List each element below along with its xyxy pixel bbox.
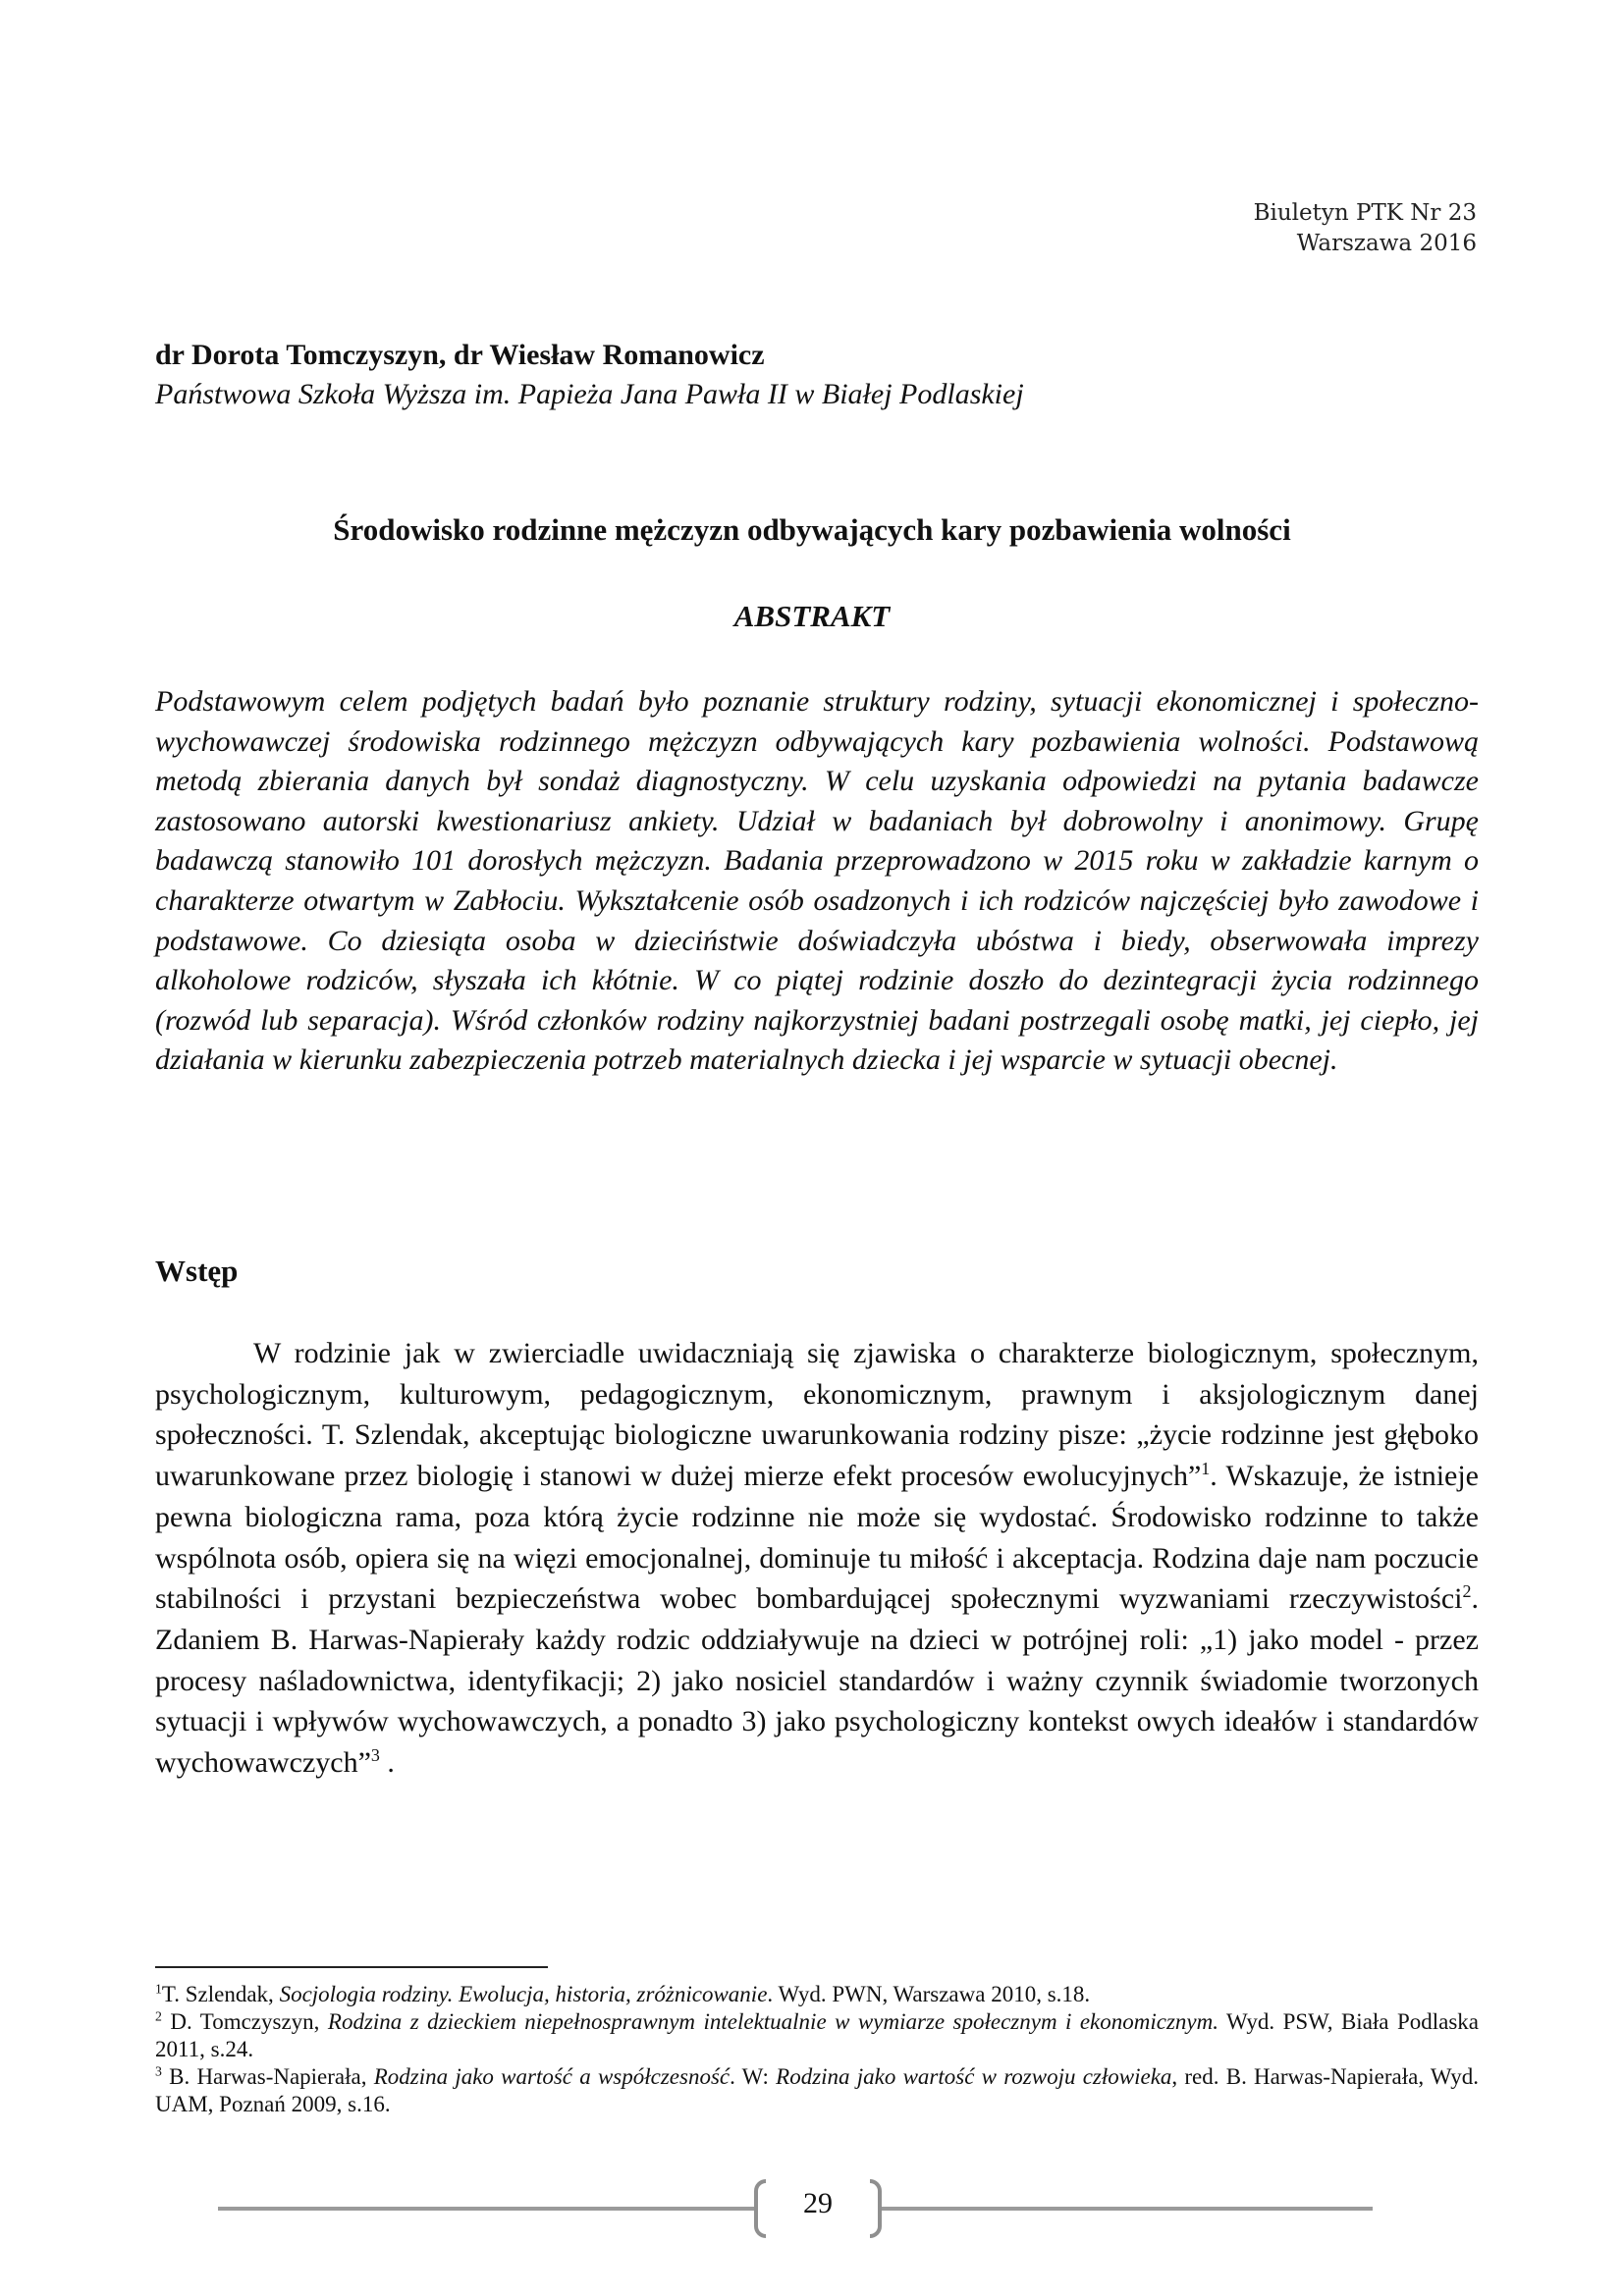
body-paragraph [155,1333,1479,1784]
footnote-text: Wyd. PSW, Biała Podlaska 2011, s.24. [155,2009,1479,2061]
abstract-text: Podstawowym celem podjętych badań było poznanie struktury rodziny, sytuacji ekonomicznej i społeczno-wychowawczej środowiska rodzinnego mężczyzn odbywających kary pozbawienia wolności. Podstawową metodą zbierania danych był sondaż diagnostyczny. W celu uzyskania odpowiedzi na pytania badawcze zastosowano autorski kwestionariusz ankiety. Udział w badaniach był dobrowolny i anonimowy. Grupę badawczą stanowiło 101 dorosłych mężczyzn. Badania przeprowadzono w 2015 roku w zakładzie karnym o charakterze otwartym w Zabłociu. Wykształcenie osób osadzonych i ich rodziców najczęściej było zawodowe i podstawowe. Co dziesiąta osoba w dzieciństwie doświadczyła ubóstwa i biedy, obserwowała imprezy alkoholowe rodziców, słyszała ich kłótnie. W co piątej rodzinie doszło do dezintegracji życia rodzinnego (rozwód lub separacja). Wśród członków rodziny najkorzystniej badani postrzegali osobę matki, jej ciepło, jej działania w kierunku zabezpieczenia potrzeb materialnych dziecka i jej wsparcie w sytuacji obecnej. [155,685,1479,1077]
authors: dr Dorota Tomczyszyn, dr Wiesław Romanowicz [155,339,765,371]
section-heading-introduction: Wstęp [155,1254,239,1288]
footnote-ref-1[interactable]: 1 [1201,1459,1211,1479]
footnote-text: T. Szlendak, [161,1982,280,2006]
footnote-3 [155,2063,1479,2118]
paragraph-text: . Wskazuje, że istnieje pewna biologiczna rama, poza którą życie rodzinne nie może się wydostać. Środowisko rodzinne to także wspólnota osób, opiera się na więzi emocjonalnej, dominuje tu miłość i akceptacja. Rodzina daje nam poczucie stabilności i przystani bezpieczeństwa wobec bombardującej społecznymi wyzwaniami rzeczywistości [155,1460,1479,1616]
article-title: Środowisko rodzinne mężczyzn odbywających kary pozbawienia wolności [333,512,1291,547]
footnote-title: Socjologia rodziny. Ewolucja, historia, zróżnicowanie [279,1982,768,2006]
footnote-number: 3 [155,2063,162,2079]
footnote-2 [155,2008,1479,2063]
footnote-number: 2 [155,2008,162,2024]
footnote-separator [155,1966,548,1968]
footer-rule-left [218,2207,756,2211]
footnote-title: Rodzina z dzieckiem niepełnosprawnym intelektualnie w wymiarze społecznym i ekonomicznym. [327,2009,1218,2034]
footnote-title: Rodzina jako wartość w rozwoju człowieka [776,2064,1172,2089]
footnote-text: . Wyd. PWN, Warszawa 2010, s.18. [767,1982,1091,2006]
footnote-1 [155,1981,1479,2008]
footnote-ref-2[interactable]: 2 [1462,1581,1472,1602]
abstract-heading: ABSTRAKT [733,599,891,633]
journal-name: Biuletyn PTK Nr 23 [1253,200,1477,226]
left-bracket-icon [754,2179,766,2238]
footnote-text: , red. B. Harwas-Napierała, Wyd. UAM, Poznań 2009, s.16. [155,2064,1479,2116]
footnote-text: . W: [730,2064,777,2089]
paragraph-text: W rodzinie jak w zwierciadle uwidaczniają się zjawiska o charakterze biologicznym, społecznym, psychologicznym, kulturowym, pedagogicznym, ekonomicznym, prawnym i aksjologicznym danej społeczności. T. Szlendak, akceptując biologiczne uwarunkowania rodziny pisze: „życie rodzinne jest głęboko uwarunkowane przez biologię i stanowi w dużej mierze efekt procesów ewolucyjnych” [155,1337,1479,1493]
place-year: Warszawa 2016 [1296,231,1477,256]
page-footer [0,2169,1624,2238]
footnotes [155,1981,1479,2118]
right-bracket-icon [870,2179,882,2238]
footnote-ref-3[interactable]: 3 [370,1745,380,1766]
footnote-text: B. Harwas-Napierała, [161,2064,374,2089]
footnote-text: D. Tomczyszyn, [161,2009,328,2034]
running-header [1254,198,1477,259]
affiliation: Państwowa Szkoła Wyższa im. Papieża Jana Pawła II w Białej Podlaskiej [155,378,1024,410]
paragraph-text: . Zdaniem B. Harwas-Napierały każdy rodzic oddziaływuje na dzieci w potrójnej roli: „1) jako model - przez procesy naśladownictwa, identyfikacji; 2) jako nosiciel standardów i ważny czynnik świadomie tworzonych sytuacji i wpływów wychowawczych, a ponadto 3) jako psychologiczny kontekst owych ideałów i standardów wychowawczych” [155,1582,1479,1780]
paragraph-text: . [379,1746,395,1780]
footer-rule-right [882,2207,1373,2211]
page-number: 29 [803,2187,833,2219]
footnote-number: 1 [155,1981,162,1997]
footnote-title: Rodzina jako wartość a współczesność [373,2064,731,2089]
